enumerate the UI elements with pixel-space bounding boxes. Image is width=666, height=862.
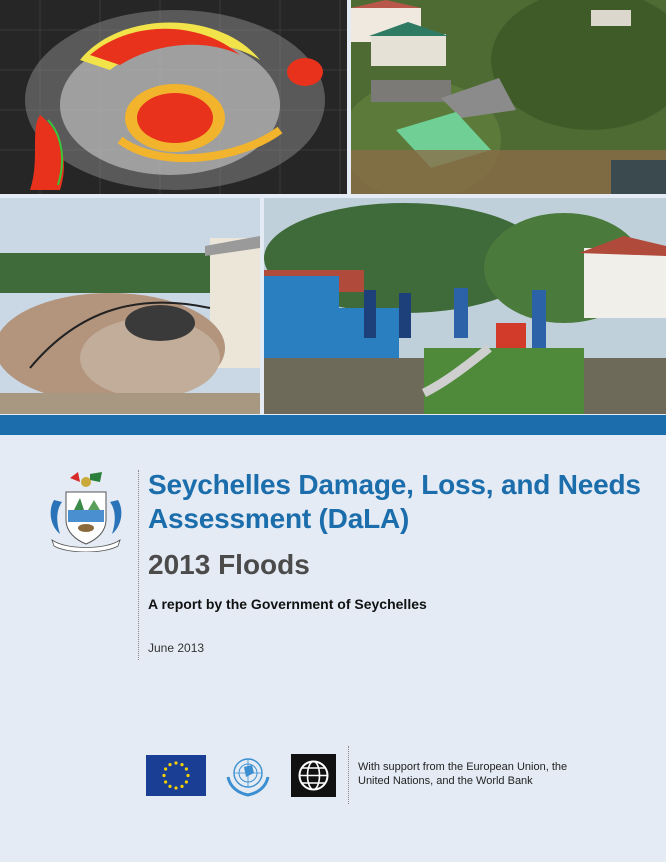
seychelles-coat-of-arms: [46, 470, 126, 552]
blue-divider-band: [0, 415, 666, 435]
report-title: Seychelles Damage, Loss, and Needs Assessment (DaLA): [148, 469, 641, 534]
report-subtitle: 2013 Floods: [148, 549, 310, 580]
flood-pumping-crew: [264, 198, 666, 414]
title-vertical-rule: [138, 470, 139, 660]
logo-vertical-rule: [348, 746, 349, 804]
world-bank-logo: [291, 754, 336, 797]
report-byline: A report by the Government of Seychelles: [148, 596, 427, 612]
satellite-cyclone-image: [0, 0, 347, 194]
landslide-boulder: [0, 198, 260, 414]
report-date: June 2013: [148, 641, 205, 655]
united-nations-emblem: [222, 753, 274, 798]
flooded-hillside-houses: [351, 0, 666, 194]
european-union-flag: [146, 755, 206, 796]
support-statement: With support from the European Union, the United Nations, and the World Bank: [358, 761, 568, 787]
